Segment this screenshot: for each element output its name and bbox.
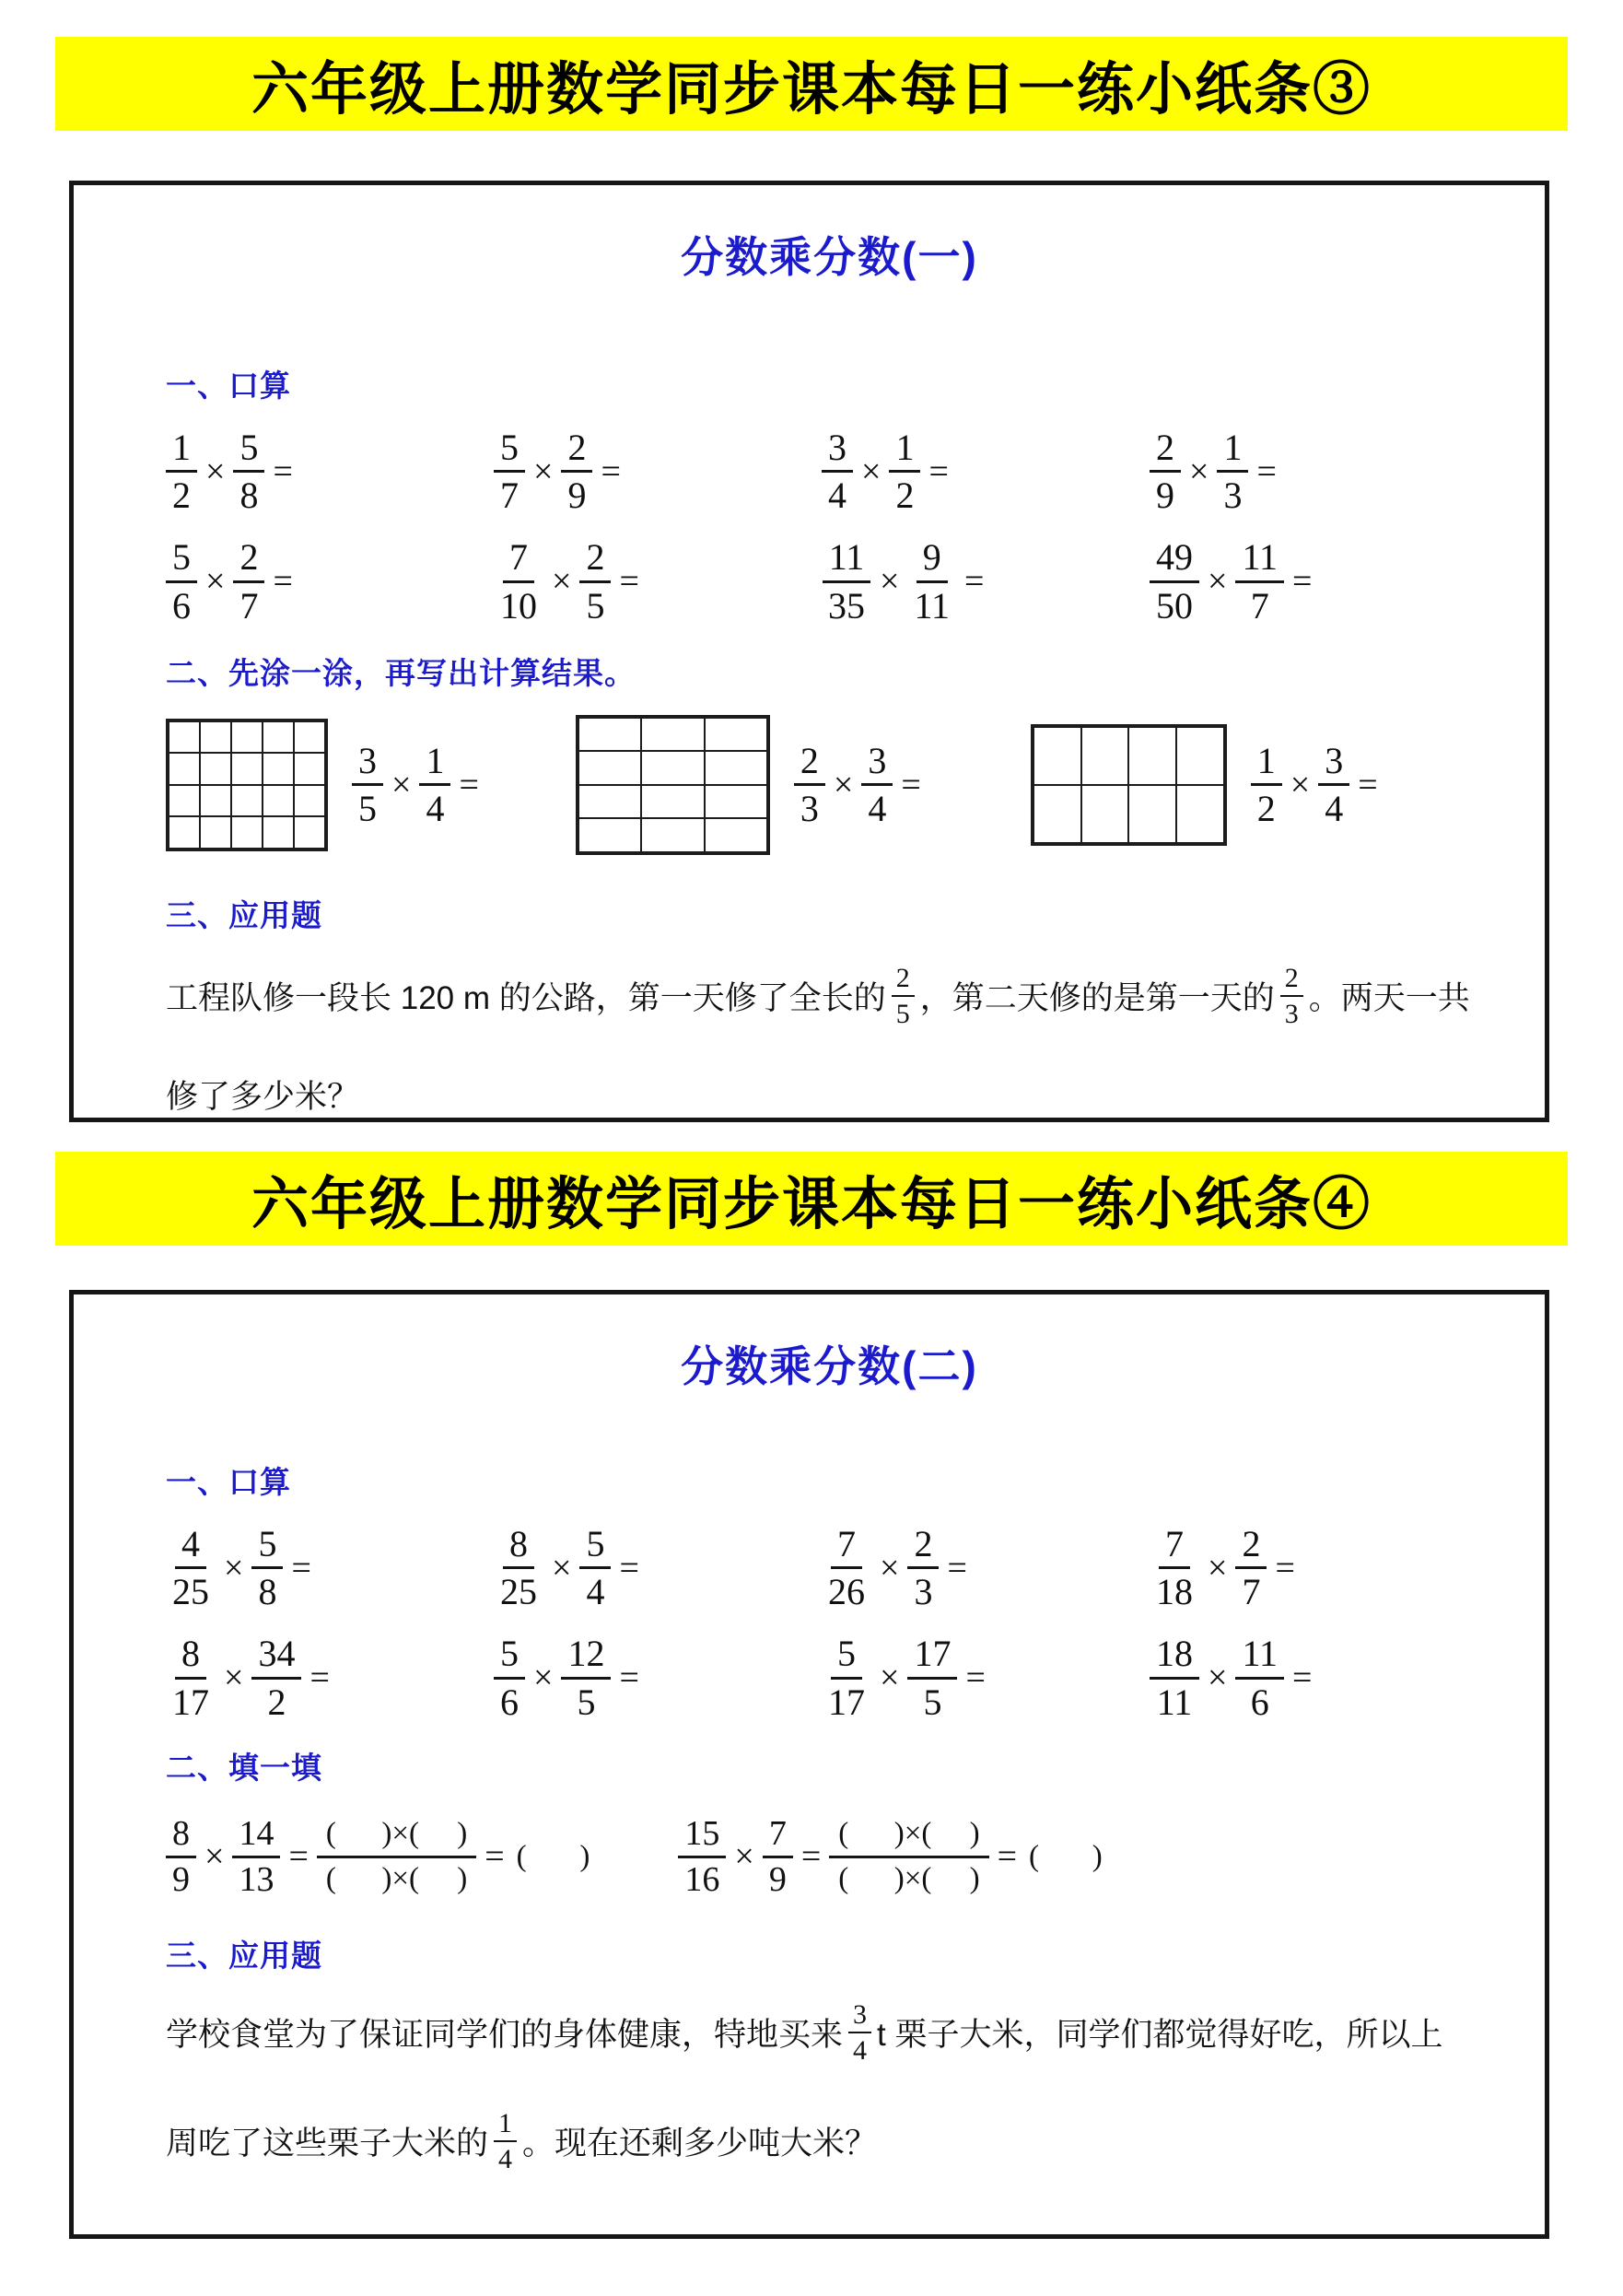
fraction <box>861 741 893 828</box>
grid-cell <box>231 753 263 785</box>
denominator: 50 <box>1156 584 1193 627</box>
oral-problem <box>166 1524 494 1611</box>
fraction <box>579 1524 611 1611</box>
oral-problem <box>166 428 494 515</box>
denominator: 5 <box>358 788 377 830</box>
numerator: 2 <box>892 963 915 997</box>
numerator: 5 <box>166 537 197 582</box>
oral-problem <box>494 537 822 625</box>
equals-sign: = <box>1291 562 1313 602</box>
grid-cell <box>294 721 325 754</box>
numerator: 18 <box>1150 1634 1199 1679</box>
times-sign: × <box>391 765 412 804</box>
numerator: 5 <box>494 428 525 473</box>
fraction <box>822 537 871 625</box>
denominator: 6 <box>172 584 191 627</box>
numerator: 1 <box>1251 741 1282 786</box>
paint-grid-3 <box>1031 724 1227 846</box>
numerator: 11 <box>1235 1634 1284 1679</box>
grid-cell <box>705 718 767 752</box>
equals-sign: = <box>619 1548 639 1587</box>
problem-text: 修了多少米？ <box>166 1078 360 1115</box>
problem-text: 周吃了这些栗子大米的 <box>166 2125 489 2161</box>
numerator: 8 <box>166 1815 196 1858</box>
fraction <box>166 1634 216 1721</box>
numerator: 7 <box>1159 1524 1190 1569</box>
numerator: 3 <box>848 1999 871 2033</box>
numerator: 7 <box>763 1815 793 1858</box>
denominator: 5 <box>895 998 910 1029</box>
denominator: 11 <box>1156 1681 1193 1723</box>
denominator: 5 <box>586 584 605 627</box>
grid-cell <box>169 721 200 754</box>
banner-title-3 <box>55 37 1568 131</box>
equals-sign: = <box>1275 1548 1295 1587</box>
section-heading-fill: 二、填一填 <box>166 1750 322 1785</box>
numerator: 2 <box>1235 1524 1267 1569</box>
numerator: 2 <box>794 741 825 786</box>
blank-result: ( ) <box>516 1839 590 1873</box>
numerator: 7 <box>503 537 534 582</box>
numerator: 2 <box>233 537 264 582</box>
denominator: 8 <box>258 1571 277 1613</box>
numerator: 3 <box>822 428 853 473</box>
blank-numerator: ( )×( ) <box>317 1817 476 1858</box>
problem-text: 工程队修一段长 120 m 的公路，第一天修了全长的 <box>166 979 886 1016</box>
inline-fraction <box>848 1999 871 2066</box>
blank-denominator: ( )×( ) <box>325 1861 468 1895</box>
problem-text: 学校食堂为了保证同学们的身体健康，特地买来 <box>166 2016 844 2053</box>
paint-grid-2 <box>576 715 770 855</box>
grid-problem-2 <box>794 741 929 828</box>
numerator: 7 <box>831 1524 862 1569</box>
numerator: 5 <box>831 1634 862 1679</box>
denominator: 7 <box>500 474 519 517</box>
grid-cell <box>200 785 231 817</box>
numerator: 34 <box>251 1634 301 1679</box>
times-sign: × <box>880 562 900 602</box>
denominator: 11 <box>914 584 950 627</box>
numerator: 5 <box>251 1524 283 1569</box>
equals-sign: = <box>619 562 639 602</box>
grid-cell <box>294 785 325 817</box>
grid-cell <box>705 818 767 852</box>
fraction <box>1150 428 1181 515</box>
grid-cell <box>641 718 704 752</box>
numerator: 2 <box>1280 963 1303 997</box>
blank-fraction <box>317 1817 476 1897</box>
fraction <box>1217 428 1248 515</box>
grid-cell <box>1176 785 1224 843</box>
oral-row-1 <box>166 428 1493 515</box>
grid-cell <box>1033 727 1081 785</box>
denominator: 4 <box>853 2034 868 2066</box>
denominator: 2 <box>895 474 915 517</box>
inline-fraction <box>892 963 915 1029</box>
equals-sign: = <box>485 1837 505 1877</box>
fraction <box>352 741 383 828</box>
times-sign: × <box>1189 451 1209 491</box>
numerator: 1 <box>419 741 450 786</box>
fraction <box>419 741 450 828</box>
blank-denominator: ( )×( ) <box>838 1861 980 1895</box>
equals-sign: = <box>273 562 293 602</box>
oral-row-1 <box>166 1524 1493 1611</box>
equals-sign: = <box>800 1837 822 1877</box>
denominator: 9 <box>768 1859 787 1899</box>
grid-cell <box>263 816 294 849</box>
equals-sign: = <box>459 765 479 804</box>
grid-cell <box>200 816 231 849</box>
denominator: 4 <box>426 788 445 830</box>
denominator: 6 <box>500 1681 519 1723</box>
times-sign: × <box>552 1548 572 1587</box>
denominator: 3 <box>1223 474 1243 517</box>
fraction <box>233 537 264 625</box>
fraction <box>494 1524 543 1611</box>
numerator: 2 <box>1150 428 1181 473</box>
fraction <box>1235 537 1284 625</box>
fraction <box>1318 741 1349 828</box>
worksheet-2-content <box>74 1333 1545 2174</box>
grid-cell <box>705 785 767 819</box>
times-sign: × <box>1208 1658 1228 1698</box>
times-sign: × <box>204 1837 225 1877</box>
grid-cell <box>169 785 200 817</box>
equals-sign: = <box>601 451 621 491</box>
fraction <box>1150 537 1199 625</box>
grid-cell <box>1176 727 1224 785</box>
blank-result: ( ) <box>1029 1839 1103 1873</box>
grid-cell <box>263 785 294 817</box>
grid-cell <box>641 751 704 785</box>
denominator: 8 <box>239 474 259 517</box>
oral-problem <box>494 1634 822 1721</box>
blank-fraction <box>829 1817 988 1897</box>
oral-problem <box>1150 537 1493 625</box>
numerator: 3 <box>861 741 893 786</box>
equals-sign: = <box>619 1658 639 1698</box>
denominator: 5 <box>923 1681 942 1723</box>
paint-grids-row <box>166 715 1493 855</box>
numerator: 5 <box>494 1634 525 1679</box>
worksheet-1 <box>69 181 1549 1122</box>
grid-cell <box>169 816 200 849</box>
fraction <box>494 428 525 515</box>
times-sign: × <box>533 1658 554 1698</box>
grid-cell <box>263 753 294 785</box>
grid-cell <box>231 721 263 754</box>
numerator: 17 <box>907 1634 957 1679</box>
denominator: 3 <box>1284 998 1299 1029</box>
fraction <box>166 1524 216 1611</box>
grid-cell <box>231 785 263 817</box>
times-sign: × <box>880 1658 900 1698</box>
grid-cell <box>578 818 641 852</box>
problem-text: t 栗子大米，同学们都觉得好吃，所以上 <box>877 2016 1443 2053</box>
oral-problem <box>822 428 1150 515</box>
denominator: 4 <box>498 2143 513 2174</box>
denominator: 9 <box>567 474 587 517</box>
grid-cell <box>1128 785 1176 843</box>
word-problem-line-2 <box>166 2108 1493 2174</box>
numerator: 1 <box>889 428 920 473</box>
denominator: 9 <box>1156 474 1174 517</box>
grid-cell <box>578 718 641 752</box>
denominator: 10 <box>500 584 537 627</box>
numerator: 1 <box>494 2108 517 2142</box>
banner-text: 六年级上册数学同步课本每日一练小纸条④ <box>251 1172 1372 1236</box>
times-sign: × <box>1208 562 1228 602</box>
sheet-title: 分数乘分数(一) <box>681 233 978 281</box>
denominator: 17 <box>828 1681 865 1723</box>
fraction <box>907 1524 939 1611</box>
equals-sign: = <box>928 451 949 491</box>
equals-sign: = <box>291 1548 311 1587</box>
numerator: 3 <box>352 741 383 786</box>
oral-problem <box>822 1634 1150 1721</box>
fraction <box>822 428 853 515</box>
equals-sign: = <box>901 765 921 804</box>
times-sign: × <box>1208 1548 1228 1587</box>
denominator: 9 <box>172 1859 190 1899</box>
equals-sign: = <box>963 562 985 602</box>
denominator: 35 <box>828 584 865 627</box>
times-sign: × <box>224 1548 244 1587</box>
denominator: 7 <box>239 584 259 627</box>
numerator: 8 <box>503 1524 534 1569</box>
sheet-title: 分数乘分数(二) <box>681 1342 978 1390</box>
grid-cell <box>641 818 704 852</box>
numerator: 12 <box>561 1634 611 1679</box>
oral-problem <box>1150 1524 1493 1611</box>
fraction <box>251 1634 301 1721</box>
blank-numerator: ( )×( ) <box>829 1817 988 1858</box>
equals-sign: = <box>273 451 293 491</box>
numerator: 5 <box>579 1524 611 1569</box>
numerator: 1 <box>166 428 197 473</box>
denominator: 4 <box>828 474 847 517</box>
fraction <box>907 1634 957 1721</box>
oral-problem <box>166 1634 494 1721</box>
grid-cell <box>705 751 767 785</box>
numerator: 3 <box>1318 741 1349 786</box>
section-heading-paint: 二、先涂一涂，再写出计算结果。 <box>166 655 636 690</box>
word-problem-line-1 <box>166 1999 1493 2066</box>
times-sign: × <box>205 562 226 602</box>
denominator: 26 <box>828 1571 865 1613</box>
denominator: 17 <box>172 1681 209 1723</box>
fraction <box>166 537 197 625</box>
numerator: 49 <box>1150 537 1199 582</box>
grid-cell <box>294 816 325 849</box>
oral-problem <box>166 537 494 625</box>
numerator: 15 <box>678 1815 726 1858</box>
grid-cell <box>231 816 263 849</box>
equals-sign: = <box>1256 451 1277 491</box>
oral-problem <box>822 1524 1150 1611</box>
grid-problem-1 <box>352 741 487 828</box>
numerator: 11 <box>1235 537 1284 582</box>
fill-problem-1 <box>166 1815 590 1899</box>
times-sign: × <box>533 451 554 491</box>
worksheet-2 <box>69 1290 1549 2239</box>
oral-row-2 <box>166 1634 1493 1721</box>
denominator: 3 <box>914 1571 933 1613</box>
times-sign: × <box>552 562 572 602</box>
fraction <box>579 537 611 625</box>
problem-text: ，第二天修的是第一天的 <box>919 979 1275 1016</box>
fraction <box>251 1524 283 1611</box>
fraction <box>1251 741 1282 828</box>
fraction <box>678 1815 726 1899</box>
fraction <box>907 537 956 625</box>
banner-title-4 <box>55 1152 1568 1246</box>
oral-problem <box>494 428 822 515</box>
equals-sign: = <box>1291 1658 1313 1698</box>
denominator: 4 <box>586 1571 605 1613</box>
numerator: 4 <box>175 1524 206 1569</box>
fraction <box>1150 1634 1199 1721</box>
section-heading-oral: 一、口算 <box>166 1465 291 1499</box>
equals-sign: = <box>997 1837 1018 1877</box>
denominator: 2 <box>267 1681 286 1723</box>
grid-cell <box>294 753 325 785</box>
denominator: 4 <box>868 788 887 830</box>
fraction <box>233 428 264 515</box>
equals-sign: = <box>309 1658 330 1698</box>
fraction <box>1235 1524 1267 1611</box>
oral-problem <box>1150 428 1493 515</box>
numerator: 5 <box>233 428 264 473</box>
equals-sign: = <box>1358 765 1378 804</box>
oral-row-2 <box>166 537 1493 625</box>
fraction <box>561 428 592 515</box>
grid-cell <box>1033 785 1081 843</box>
fraction <box>494 1634 525 1721</box>
grid-cell <box>578 785 641 819</box>
fraction <box>794 741 825 828</box>
inline-fraction <box>1280 963 1303 1029</box>
denominator: 6 <box>1250 1681 1269 1723</box>
paint-grid-1 <box>166 719 328 851</box>
numerator: 14 <box>232 1815 280 1858</box>
times-sign: × <box>734 1837 754 1877</box>
problem-text: 。两天一共 <box>1308 979 1470 1016</box>
denominator: 7 <box>1242 1571 1261 1613</box>
fraction <box>1235 1634 1284 1721</box>
denominator: 18 <box>1156 1571 1193 1613</box>
fraction <box>1150 1524 1199 1611</box>
fraction <box>166 428 197 515</box>
equals-sign: = <box>965 1658 986 1698</box>
denominator: 5 <box>577 1681 596 1723</box>
grid-cell <box>200 753 231 785</box>
grid-cell <box>1081 727 1129 785</box>
fill-lhs <box>678 1815 829 1899</box>
grid-cell <box>578 751 641 785</box>
banner-text: 六年级上册数学同步课本每日一练小纸条③ <box>251 57 1372 122</box>
denominator: 16 <box>684 1859 720 1899</box>
equals-sign: = <box>947 1548 967 1587</box>
grid-cell <box>641 785 704 819</box>
numerator: 2 <box>579 537 611 582</box>
denominator: 25 <box>172 1571 209 1613</box>
numerator: 2 <box>907 1524 939 1569</box>
times-sign: × <box>880 1548 900 1587</box>
numerator: 9 <box>917 537 948 582</box>
fraction <box>822 1524 871 1611</box>
denominator: 2 <box>172 474 191 517</box>
times-sign: × <box>205 451 226 491</box>
fraction <box>889 428 920 515</box>
fill-in-row <box>166 1815 1493 1899</box>
grid-cell <box>263 721 294 754</box>
times-sign: × <box>224 1658 244 1698</box>
denominator: 25 <box>500 1571 537 1613</box>
grid-problem-3 <box>1251 741 1386 828</box>
fraction <box>561 1634 611 1721</box>
fraction <box>232 1815 280 1899</box>
word-problem-line-1 <box>166 963 1493 1029</box>
problem-text: 。现在还剩多少吨大米？ <box>522 2125 878 2161</box>
fill-lhs <box>166 1815 317 1899</box>
numerator: 11 <box>823 537 871 582</box>
oral-problem <box>1150 1634 1493 1721</box>
numerator: 1 <box>1217 428 1248 473</box>
grid-cell <box>200 721 231 754</box>
oral-problem <box>822 537 1150 625</box>
times-sign: × <box>1290 765 1311 804</box>
worksheet-1-content <box>74 224 1545 1118</box>
grid-cell <box>1128 727 1176 785</box>
inline-fraction <box>494 2108 517 2174</box>
denominator: 7 <box>1250 584 1269 627</box>
fraction <box>822 1634 871 1721</box>
numerator: 2 <box>561 428 592 473</box>
equals-sign: = <box>288 1837 309 1877</box>
denominator: 2 <box>1256 788 1276 830</box>
oral-problem <box>494 1524 822 1611</box>
fill-problem-2 <box>678 1815 1102 1899</box>
fraction <box>494 537 543 625</box>
denominator: 3 <box>800 788 819 830</box>
times-sign: × <box>833 765 854 804</box>
times-sign: × <box>861 451 882 491</box>
fraction <box>166 1815 196 1899</box>
denominator: 13 <box>239 1859 274 1899</box>
grid-cell <box>1081 785 1129 843</box>
section-heading-word: 三、应用题 <box>166 1938 322 1973</box>
word-problem-line-2 <box>166 1072 1493 1118</box>
fraction <box>763 1815 793 1899</box>
section-heading-oral: 一、口算 <box>166 369 291 403</box>
grid-cell <box>169 753 200 785</box>
section-heading-word: 三、应用题 <box>166 897 322 932</box>
denominator: 4 <box>1325 788 1344 830</box>
numerator: 8 <box>175 1634 206 1679</box>
